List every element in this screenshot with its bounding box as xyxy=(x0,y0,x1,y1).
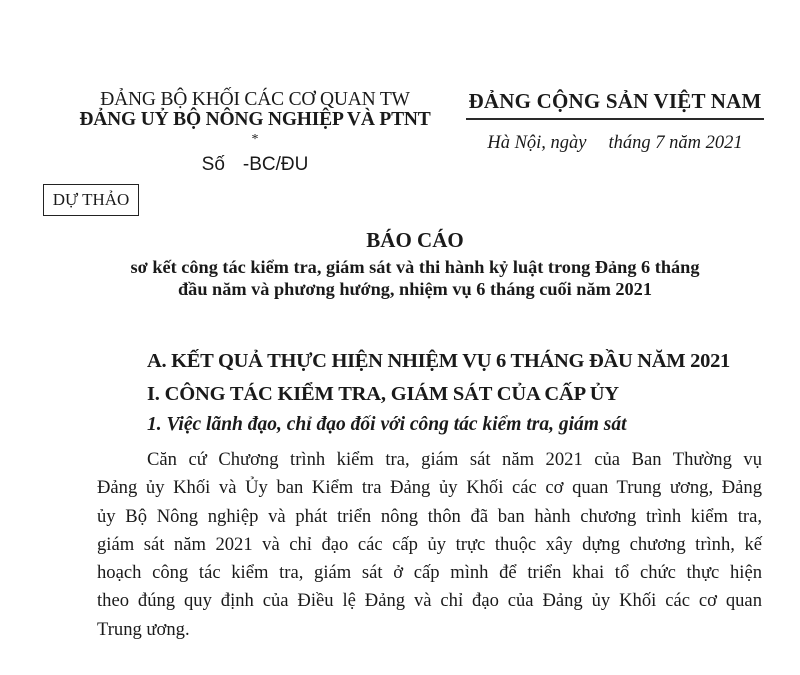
party-name-underline xyxy=(466,118,764,120)
document-number xyxy=(60,154,450,176)
draft-stamp xyxy=(43,184,139,216)
draft-label: DỰ THẢO xyxy=(52,190,130,209)
place-date-part2: tháng 7 năm 2021 xyxy=(608,133,743,153)
paragraph-line: giám sát năm 2021 và chỉ đạo các cấp ủy trực thuộc xây dựng chương trình, kế xyxy=(97,533,762,555)
paragraph-line: hoạch công tác kiểm tra, giám sát ở cấp mình để triển khai tổ chức thực hiện xyxy=(97,562,762,584)
section-heading-a: A. KẾT QUẢ THỰC HIỆN NHIỆM VỤ 6 THÁNG ĐẦU NĂM 2021 xyxy=(147,350,730,372)
paragraph-line: ủy Bộ Nông nghiệp và phát triển nông thôn đã ban hành chương trình kiểm tra, xyxy=(97,505,762,527)
report-subtitle-line-2: đầu năm và phương hướng, nhiệm vụ 6 tháng cuối năm 2021 xyxy=(178,279,652,299)
parent-organization: ĐẢNG BỘ KHỐI CÁC CƠ QUAN TW xyxy=(100,89,410,110)
paragraph-line: Căn cứ Chương trình kiểm tra, giám sát năm 2021 của Ban Thường vụ xyxy=(147,449,762,470)
header-separator-star: * xyxy=(251,132,259,147)
issuing-organization: ĐẢNG UỶ BỘ NÔNG NGHIỆP VÀ PTNT xyxy=(79,109,431,130)
place-and-date xyxy=(462,133,768,154)
paragraph-line: Trung ương. xyxy=(97,618,190,640)
place-date-part1: Hà Nội, ngày xyxy=(487,133,587,153)
paragraph-line: theo đúng quy định của Điều lệ Đảng và chỉ đạo của Đảng ủy Khối các cơ quan xyxy=(97,590,762,612)
body-paragraph xyxy=(97,446,762,644)
report-title: BÁO CÁO xyxy=(366,228,464,252)
section-heading-1: 1. Việc lãnh đạo, chỉ đạo đối với công tác kiểm tra, giám sát xyxy=(147,414,627,435)
document-number-suffix: -BC/ĐU xyxy=(242,154,309,175)
party-name: ĐẢNG CỘNG SẢN VIỆT NAM xyxy=(468,89,762,113)
section-heading-i: I. CÔNG TÁC KIỂM TRA, GIÁM SÁT CỦA CẤP ỦY xyxy=(147,383,619,405)
paragraph-line: Đảng ủy Khối và Ủy ban Kiểm tra Đảng ủy Khối các cơ quan Trung ương, Đảng xyxy=(97,477,762,499)
report-subtitle-line-1: sơ kết công tác kiểm tra, giám sát và thi hành kỷ luật trong Đảng 6 tháng xyxy=(130,257,700,277)
document-number-label: Số xyxy=(201,154,225,175)
